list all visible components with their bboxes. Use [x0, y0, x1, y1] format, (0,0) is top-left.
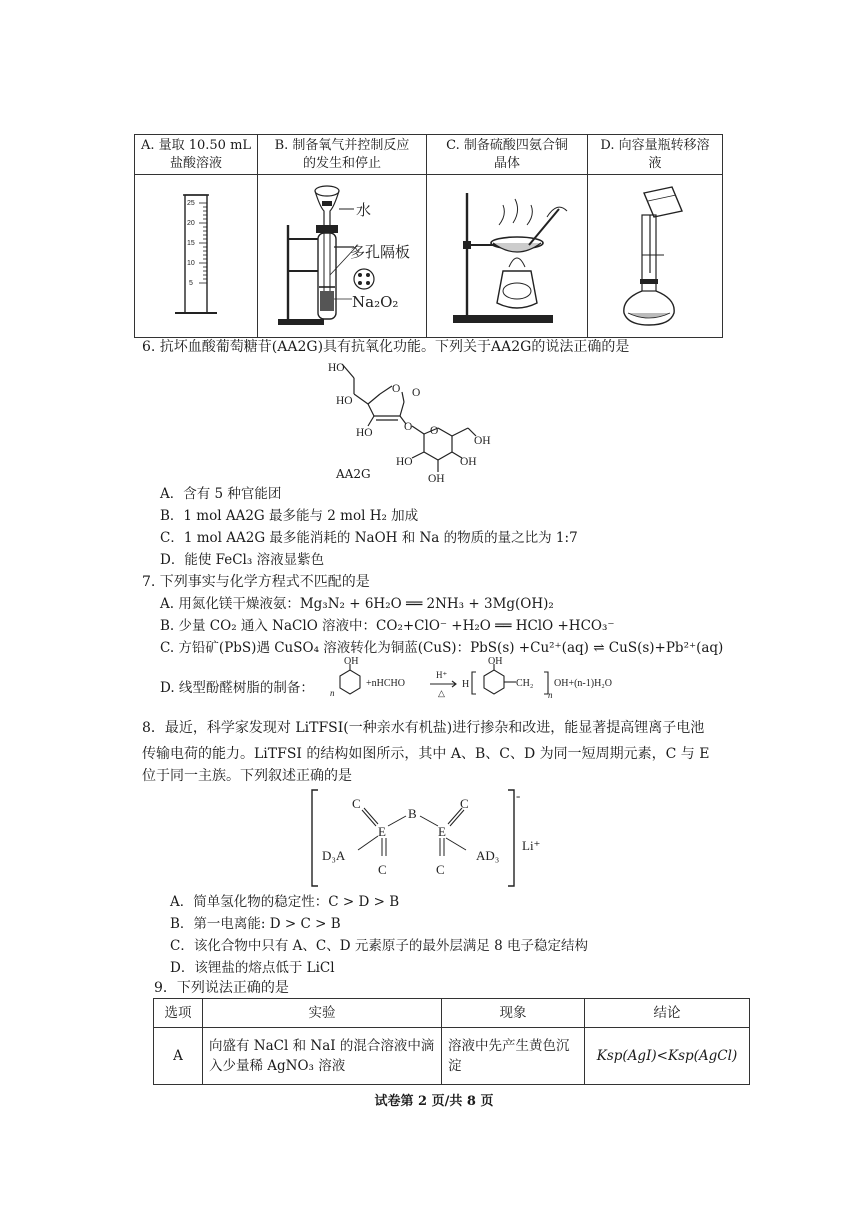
svg-text:5: 5: [189, 280, 193, 287]
q7-option-d: D. 线型酚醛树脂的制备：: [160, 680, 314, 696]
q9-header-conclusion: 结论: [585, 999, 750, 1028]
oxygen-generator-figure: [258, 175, 426, 331]
q8-option-c: C．该化合物中只有 A、C、D 元素原子的最外层满足 8 电子稳定结构: [170, 938, 588, 954]
svg-text:25: 25: [187, 200, 195, 207]
q9-row-experiment: 向盛有 NaCl 和 NaI 的混合溶液中滴 入少量稀 AgNO₃ 溶液: [203, 1028, 442, 1085]
svg-text:E: E: [438, 824, 446, 839]
svg-text:OH: OH: [460, 456, 477, 468]
svg-text:多孔隔板: 多孔隔板: [350, 243, 411, 261]
svg-text:HO: HO: [396, 456, 413, 468]
svg-text:B: B: [408, 806, 417, 821]
phenol-resin-equation: [326, 656, 646, 704]
svg-text:OH: OH: [474, 435, 491, 447]
q8-option-a: A．简单氢化物的稳定性：C > D > B: [170, 894, 400, 910]
svg-text:HO: HO: [356, 427, 373, 439]
q7-option-a: A. 用氮化镁干燥液氨：Mg₃N₂ + 6H₂O ══ 2NH₃ + 3Mg(OH)₂: [160, 596, 554, 612]
svg-text:AD₃: AD₃: [476, 848, 500, 863]
svg-text:△: △: [438, 688, 445, 698]
q7-stem: 7. 下列事实与化学方程式不匹配的是: [142, 574, 370, 590]
svg-text:15: 15: [187, 240, 195, 247]
q9-row-phenomenon: 溶液中先产生黄色沉 淀: [442, 1028, 585, 1085]
svg-text:n: n: [330, 688, 335, 698]
q5-option-c-head: C. 制备硫酸四氨合铜 晶体: [427, 135, 588, 175]
svg-text:C: C: [460, 796, 469, 811]
q5-volumetric-flask-cell: [588, 175, 723, 338]
q9-row-option: A: [154, 1028, 203, 1085]
svg-text:HO: HO: [328, 362, 345, 374]
q9-row-conclusion: Ksp(AgI)<Ksp(AgCl): [585, 1028, 750, 1085]
svg-text:H⁺: H⁺: [436, 670, 448, 680]
q6-option-c: C．1 mol AA2G 最多能消耗的 NaOH 和 Na 的物质的量之比为 1:7: [160, 530, 578, 546]
svg-text:O: O: [404, 421, 413, 433]
q6-option-a: A．含有 5 种官能团: [160, 486, 282, 502]
graduated-cylinder-figure: [135, 175, 257, 331]
q8-option-b: B．第一电离能: D > C > B: [170, 916, 341, 932]
svg-text:OH: OH: [488, 656, 503, 667]
svg-text:O: O: [430, 425, 439, 437]
svg-text:Li⁺: Li⁺: [522, 838, 541, 853]
q9-header-phenomenon: 现象: [442, 999, 585, 1028]
q6-stem: 6. 抗坏血酸葡萄糖苷(AA2G)具有抗氧化功能。下列关于AA2G的说法正确的是: [142, 339, 630, 355]
q9-stem: 9．下列说法正确的是: [154, 980, 289, 996]
svg-text:10: 10: [187, 260, 195, 267]
svg-text:C: C: [352, 796, 361, 811]
svg-text:OH+(n-1)H₂O: OH+(n-1)H₂O: [554, 678, 613, 689]
svg-text:Na₂O₂: Na₂O₂: [352, 293, 399, 311]
q5-oxygen-apparatus-cell: [258, 175, 427, 338]
q5-graduated-cylinder-cell: [135, 175, 258, 338]
aa2g-label: AA2G: [336, 467, 371, 481]
svg-text:D₃A: D₃A: [322, 848, 346, 863]
q5-option-b-head: B. 制备氧气并控制反应 的发生和停止: [258, 135, 427, 175]
q5-table: [134, 134, 723, 338]
q5-option-a-head: A. 量取 10.50 mL 盐酸溶液: [135, 135, 258, 175]
q9-header-experiment: 实验: [203, 999, 442, 1028]
q6-option-d: D．能使 FeCl₃ 溶液显紫色: [160, 552, 325, 568]
q8-option-d: D．该锂盐的熔点低于 LiCl: [170, 960, 335, 976]
page-footer: 试卷第 2 页/共 8 页: [374, 1094, 494, 1109]
svg-text:水: 水: [356, 201, 372, 219]
svg-text:+nHCHO: +nHCHO: [366, 678, 405, 689]
svg-text:C: C: [378, 862, 387, 877]
litfsi-structure: [300, 786, 560, 890]
q7-option-b: B. 少量 CO₂ 通入 NaClO 溶液中：CO₂+ClO⁻ +H₂O ══ HClO +HCO₃⁻: [160, 618, 615, 634]
q8-stem-line-3: 位于同一主族。下列叙述正确的是: [142, 768, 352, 784]
svg-text:20: 20: [187, 220, 195, 227]
q7-option-c: C. 方铅矿(PbS)遇 CuSO₄ 溶液转化为铜蓝(CuS)：PbS(s) +Cu²⁺(aq) ⇌ CuS(s)+Pb²⁺(aq): [160, 640, 724, 656]
evaporation-setup-figure: [427, 175, 587, 331]
svg-text:E: E: [378, 824, 386, 839]
svg-text:-: -: [516, 788, 521, 803]
svg-text:n: n: [548, 690, 553, 700]
q9-header-option: 选项: [154, 999, 203, 1028]
svg-text:O: O: [392, 383, 401, 395]
volumetric-flask-figure: [588, 175, 722, 331]
svg-text:HO: HO: [336, 395, 353, 407]
q5-option-d-head: D. 向容量瓶转移溶 液: [588, 135, 723, 175]
q8-stem-line-2: 传输电荷的能力。LiTFSI 的结构如图所示，其中 A、B、C、D 为同一短周期元素，C 与 E: [142, 746, 710, 762]
svg-text:OH: OH: [428, 473, 445, 485]
svg-text:C: C: [436, 862, 445, 877]
q5-crystallization-cell: [427, 175, 588, 338]
q6-option-b: B．1 mol AA2G 最多能与 2 mol H₂ 加成: [160, 508, 419, 524]
q9-table: [153, 998, 750, 1085]
table-row: [154, 1028, 750, 1085]
svg-text:H: H: [462, 679, 470, 690]
svg-text:O: O: [412, 387, 421, 399]
svg-text:CH₂: CH₂: [516, 678, 534, 689]
q8-stem-line-1: 8．最近，科学家发现对 LiTFSI(一种亲水有机盐)进行掺杂和改进，能显著提高锂离子电池: [142, 720, 705, 736]
svg-text:OH: OH: [344, 656, 359, 667]
